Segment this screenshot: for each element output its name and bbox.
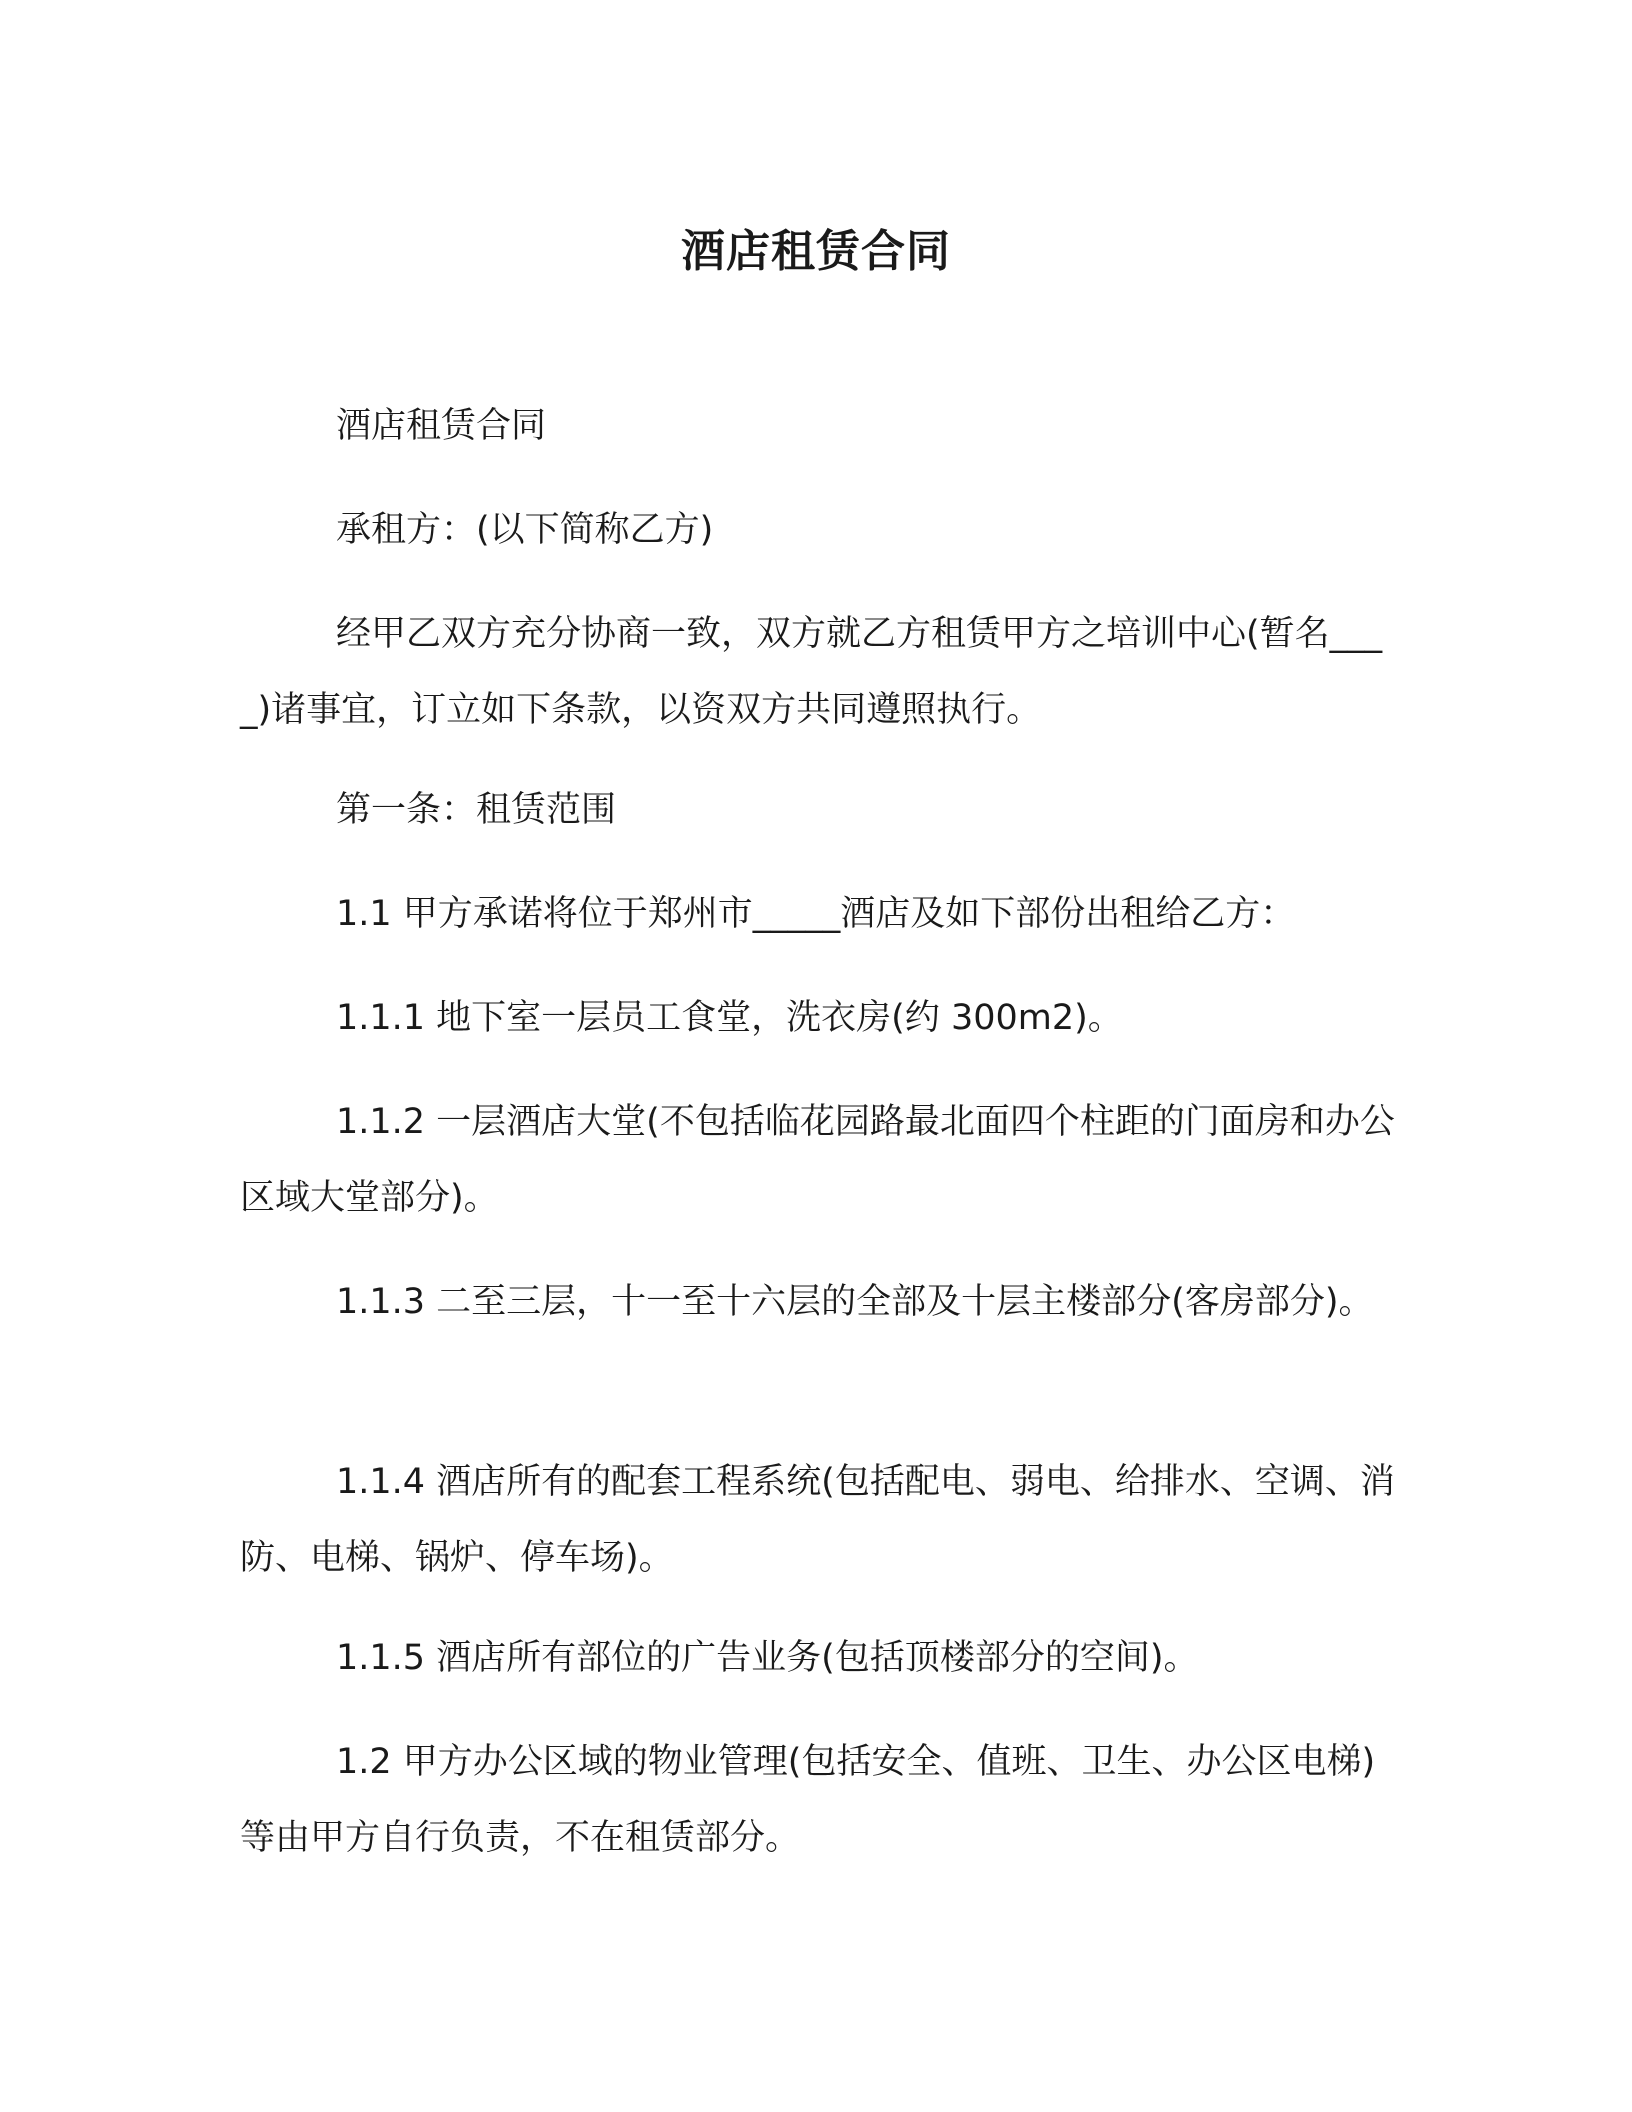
paragraph-1-1-5: 1.1.5 酒店所有部位的广告业务(包括顶楼部分的空间)。: [336, 1638, 1199, 1678]
paragraph-article-1: 第一条：租赁范围: [336, 790, 617, 830]
paragraph-1-1-2: 1.1.2 一层酒店大堂(不包括临花园路最北面四个柱距的门面房和办公区域大堂部分)。: [240, 1102, 1395, 1218]
paragraph-1-1-3: 1.1.3 二至三层，十一至十六层的全部及十层主楼部分(客房部分)。: [336, 1282, 1374, 1322]
paragraph-lessee: 承租方：(以下简称乙方): [336, 510, 714, 550]
paragraph-1-1-4: 1.1.4 酒店所有的配套工程系统(包括配电、弱电、给排水、空调、消防、电梯、锅炉、停车场)。: [240, 1462, 1395, 1578]
paragraph-preamble: 经甲乙双方充分协商一致，双方就乙方租赁甲方之培训中心(暂名____)诸事宜，订立如下条款，以资双方共同遵照执行。: [240, 614, 1383, 730]
paragraph-1-1-1: 1.1.1 地下室一层员工食堂，洗衣房(约 300m2)。: [336, 998, 1123, 1038]
paragraph-1-1: 1.1 甲方承诺将位于郑州市_____酒店及如下部份出租给乙方：: [336, 894, 1296, 934]
paragraph-1-2: 1.2 甲方办公区域的物业管理(包括安全、值班、卫生、办公区电梯)等由甲方自行负责，不在租赁部分。: [240, 1742, 1376, 1858]
document-title: 酒店租赁合同: [681, 226, 951, 277]
paragraph-heading: 酒店租赁合同: [336, 406, 547, 446]
